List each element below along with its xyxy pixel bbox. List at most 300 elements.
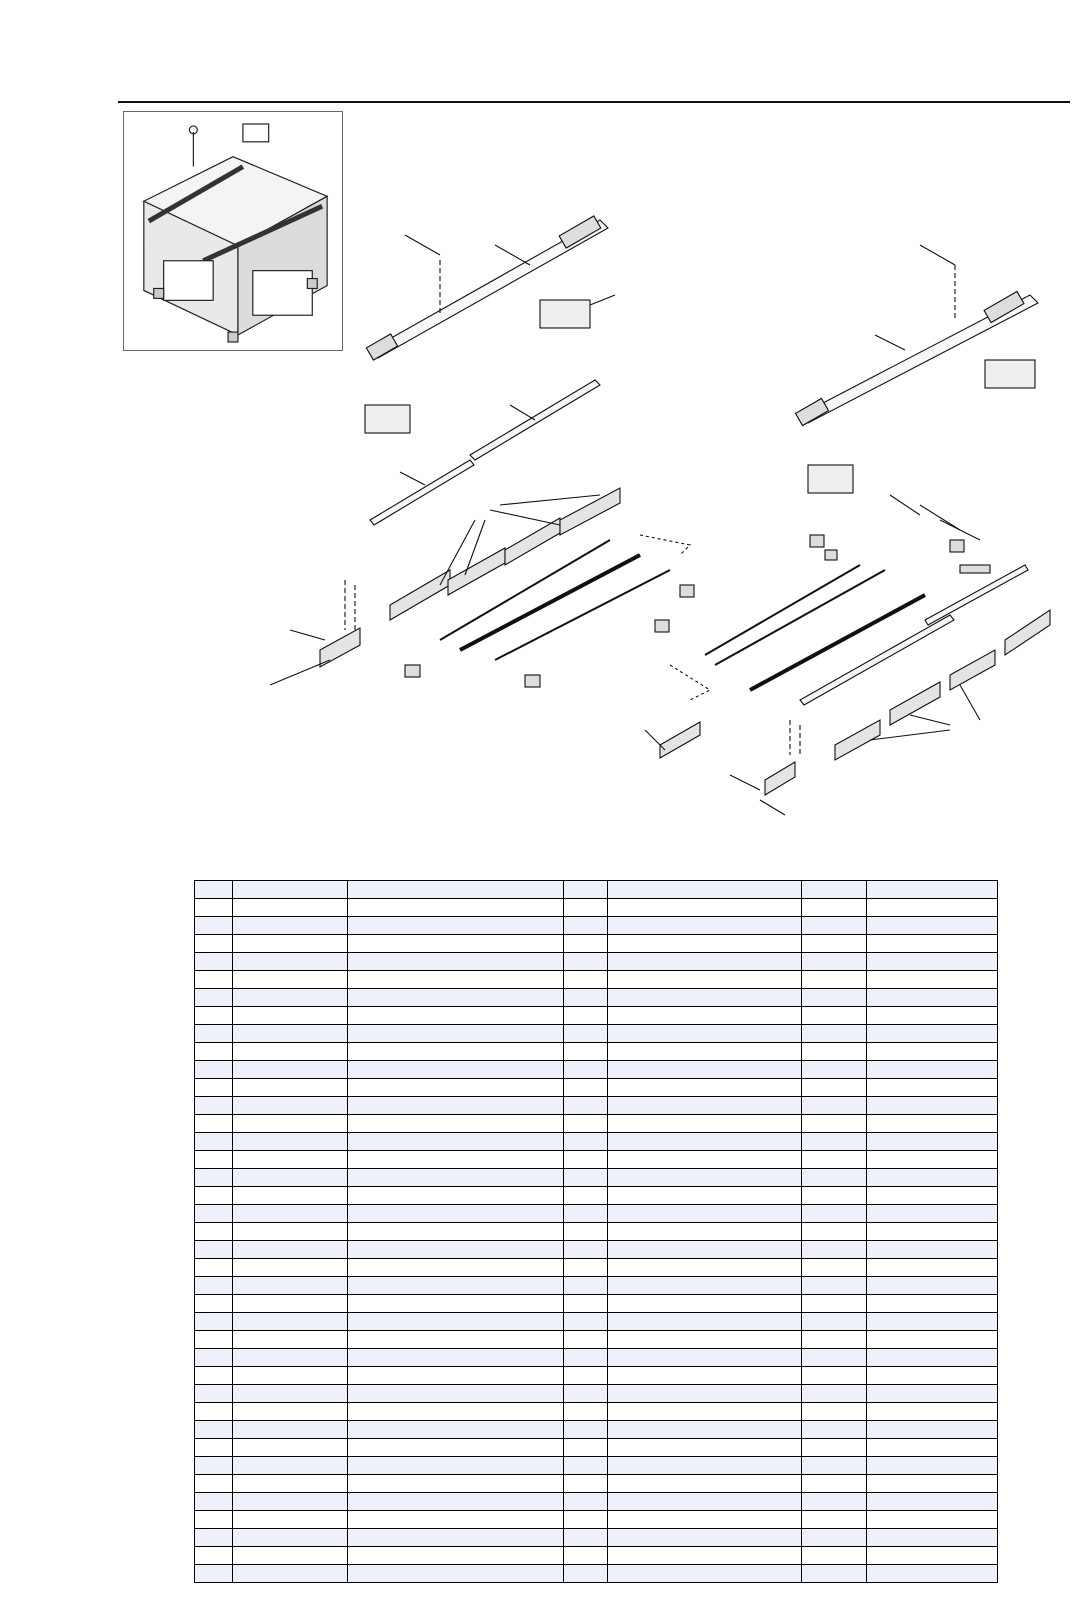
table-cell bbox=[195, 1097, 233, 1115]
table-cell bbox=[866, 1529, 997, 1547]
table-cell bbox=[347, 1079, 563, 1097]
table-cell bbox=[802, 1097, 867, 1115]
table-cell bbox=[563, 1187, 607, 1205]
table-cell bbox=[347, 1205, 563, 1223]
table-cell bbox=[195, 1295, 233, 1313]
table-cell bbox=[195, 1061, 233, 1079]
table-cell bbox=[802, 881, 867, 899]
table-row bbox=[195, 1439, 998, 1457]
table-cell bbox=[802, 1313, 867, 1331]
table-cell bbox=[866, 953, 997, 971]
table-cell bbox=[563, 1241, 607, 1259]
table-cell bbox=[232, 899, 347, 917]
table-cell bbox=[347, 1547, 563, 1565]
table-row bbox=[195, 971, 998, 989]
table-row bbox=[195, 1331, 998, 1349]
table-cell bbox=[195, 989, 233, 1007]
table-cell bbox=[195, 1529, 233, 1547]
table-cell bbox=[563, 1421, 607, 1439]
table-cell bbox=[195, 1547, 233, 1565]
table-cell bbox=[607, 1205, 802, 1223]
table-row bbox=[195, 1259, 998, 1277]
table-row bbox=[195, 1241, 998, 1259]
table-cell bbox=[232, 1151, 347, 1169]
table-cell bbox=[195, 1385, 233, 1403]
table-cell bbox=[802, 971, 867, 989]
table-cell bbox=[195, 1259, 233, 1277]
table-cell bbox=[802, 1133, 867, 1151]
table-cell bbox=[232, 1511, 347, 1529]
table-cell bbox=[195, 1043, 233, 1061]
table-row bbox=[195, 1097, 998, 1115]
table-cell bbox=[195, 1475, 233, 1493]
table-cell bbox=[347, 1475, 563, 1493]
table-cell bbox=[563, 1565, 607, 1583]
table-cell bbox=[802, 1403, 867, 1421]
table-cell bbox=[347, 1511, 563, 1529]
table-cell bbox=[563, 1367, 607, 1385]
table-cell bbox=[866, 1493, 997, 1511]
table-cell bbox=[866, 1385, 997, 1403]
table-cell bbox=[232, 1331, 347, 1349]
table-cell bbox=[866, 1295, 997, 1313]
table-cell bbox=[802, 1241, 867, 1259]
table-cell bbox=[347, 953, 563, 971]
table-cell bbox=[232, 1043, 347, 1061]
table-cell bbox=[607, 1277, 802, 1295]
table-cell bbox=[232, 1205, 347, 1223]
table-cell bbox=[563, 1133, 607, 1151]
table-cell bbox=[347, 1133, 563, 1151]
table-cell bbox=[347, 1385, 563, 1403]
table-cell bbox=[347, 1097, 563, 1115]
table-cell bbox=[563, 917, 607, 935]
table-cell bbox=[232, 1259, 347, 1277]
table-cell bbox=[866, 1331, 997, 1349]
table-cell bbox=[232, 1547, 347, 1565]
table-row bbox=[195, 1457, 998, 1475]
table-cell bbox=[866, 1025, 997, 1043]
table-cell bbox=[866, 1097, 997, 1115]
table-cell bbox=[232, 1061, 347, 1079]
table-cell bbox=[802, 1493, 867, 1511]
table-cell bbox=[866, 881, 997, 899]
table-cell bbox=[195, 917, 233, 935]
table-row bbox=[195, 1511, 998, 1529]
table-row bbox=[195, 1277, 998, 1295]
table-cell bbox=[195, 1457, 233, 1475]
table-cell bbox=[232, 917, 347, 935]
table-cell bbox=[802, 1277, 867, 1295]
table-cell bbox=[607, 1439, 802, 1457]
table-cell bbox=[563, 1115, 607, 1133]
table-cell bbox=[195, 1151, 233, 1169]
table-row bbox=[195, 1223, 998, 1241]
table-cell bbox=[347, 1313, 563, 1331]
table-cell bbox=[802, 1529, 867, 1547]
table-cell bbox=[347, 1277, 563, 1295]
table-cell bbox=[347, 1331, 563, 1349]
table-cell bbox=[232, 1403, 347, 1421]
table-cell bbox=[607, 1385, 802, 1403]
table-cell bbox=[563, 1151, 607, 1169]
table-cell bbox=[866, 1043, 997, 1061]
table-cell bbox=[347, 1007, 563, 1025]
table-cell bbox=[607, 1295, 802, 1313]
table-cell bbox=[607, 1223, 802, 1241]
table-cell bbox=[347, 881, 563, 899]
table-row bbox=[195, 1169, 998, 1187]
table-cell bbox=[563, 989, 607, 1007]
table-cell bbox=[563, 1439, 607, 1457]
table-cell bbox=[866, 1511, 997, 1529]
table-cell bbox=[802, 1007, 867, 1025]
table-cell bbox=[563, 1403, 607, 1421]
table-cell bbox=[347, 1565, 563, 1583]
table-cell bbox=[607, 935, 802, 953]
table-cell bbox=[563, 899, 607, 917]
table-cell bbox=[232, 935, 347, 953]
table-cell bbox=[866, 989, 997, 1007]
table-cell bbox=[866, 899, 997, 917]
table-cell bbox=[347, 1259, 563, 1277]
table-cell bbox=[195, 1511, 233, 1529]
table-cell bbox=[802, 1223, 867, 1241]
header-rule bbox=[118, 101, 1070, 103]
table-cell bbox=[195, 1421, 233, 1439]
table-cell bbox=[802, 1205, 867, 1223]
table-cell bbox=[607, 1169, 802, 1187]
table-cell bbox=[232, 1385, 347, 1403]
table-row bbox=[195, 917, 998, 935]
table-cell bbox=[802, 1439, 867, 1457]
table-row bbox=[195, 1547, 998, 1565]
table-cell bbox=[607, 899, 802, 917]
table-row bbox=[195, 953, 998, 971]
table-cell bbox=[563, 1007, 607, 1025]
table-cell bbox=[802, 1169, 867, 1187]
table-cell bbox=[195, 1133, 233, 1151]
table-cell bbox=[563, 1313, 607, 1331]
table-cell bbox=[195, 881, 233, 899]
table-cell bbox=[802, 899, 867, 917]
table-cell bbox=[232, 1025, 347, 1043]
table-cell bbox=[563, 1223, 607, 1241]
table-cell bbox=[195, 953, 233, 971]
table-cell bbox=[347, 1493, 563, 1511]
table-cell bbox=[802, 1331, 867, 1349]
table-cell bbox=[607, 989, 802, 1007]
table-cell bbox=[607, 1331, 802, 1349]
table-cell bbox=[607, 1529, 802, 1547]
table-cell bbox=[347, 1025, 563, 1043]
table-cell bbox=[802, 1295, 867, 1313]
table-cell bbox=[866, 1133, 997, 1151]
table-cell bbox=[607, 1043, 802, 1061]
table-cell bbox=[607, 1313, 802, 1331]
table-row bbox=[195, 1367, 998, 1385]
table-cell bbox=[195, 1169, 233, 1187]
table-cell bbox=[347, 917, 563, 935]
table-row bbox=[195, 1493, 998, 1511]
table-row bbox=[195, 1187, 998, 1205]
table-cell bbox=[607, 953, 802, 971]
table-cell bbox=[866, 935, 997, 953]
table-row bbox=[195, 1529, 998, 1547]
table-cell bbox=[195, 1187, 233, 1205]
table-cell bbox=[607, 1349, 802, 1367]
table-cell bbox=[347, 1115, 563, 1133]
table-cell bbox=[607, 1367, 802, 1385]
table-cell bbox=[866, 1277, 997, 1295]
table-cell bbox=[607, 1259, 802, 1277]
table-cell bbox=[866, 1115, 997, 1133]
table-row bbox=[195, 1025, 998, 1043]
table-cell bbox=[195, 1241, 233, 1259]
table-cell bbox=[866, 1547, 997, 1565]
table-cell bbox=[802, 1421, 867, 1439]
table-cell bbox=[232, 1565, 347, 1583]
table-row bbox=[195, 1043, 998, 1061]
table-cell bbox=[866, 1439, 997, 1457]
table-cell bbox=[563, 1025, 607, 1043]
table-cell bbox=[347, 1349, 563, 1367]
table-cell bbox=[802, 1115, 867, 1133]
table-cell bbox=[347, 1457, 563, 1475]
table-cell bbox=[347, 1439, 563, 1457]
table-cell bbox=[607, 1151, 802, 1169]
table-row bbox=[195, 1385, 998, 1403]
table-cell bbox=[232, 1313, 347, 1331]
table-cell bbox=[802, 989, 867, 1007]
table-row bbox=[195, 1079, 998, 1097]
table-cell bbox=[195, 1313, 233, 1331]
table-cell bbox=[866, 1223, 997, 1241]
table-row bbox=[195, 1061, 998, 1079]
table-cell bbox=[866, 1061, 997, 1079]
table-cell bbox=[232, 1241, 347, 1259]
table-cell bbox=[607, 1241, 802, 1259]
table-cell bbox=[232, 1493, 347, 1511]
table-row bbox=[195, 1151, 998, 1169]
table-cell bbox=[802, 1565, 867, 1583]
table-cell bbox=[195, 1493, 233, 1511]
table-cell bbox=[802, 1475, 867, 1493]
table-cell bbox=[347, 1223, 563, 1241]
table-row bbox=[195, 935, 998, 953]
table-cell bbox=[347, 989, 563, 1007]
table-cell bbox=[802, 1457, 867, 1475]
table-cell bbox=[866, 1151, 997, 1169]
table-cell bbox=[563, 1529, 607, 1547]
table-cell bbox=[232, 1475, 347, 1493]
table-cell bbox=[232, 1133, 347, 1151]
table-cell bbox=[563, 881, 607, 899]
table-cell bbox=[232, 1529, 347, 1547]
table-cell bbox=[866, 1187, 997, 1205]
table-cell bbox=[802, 1349, 867, 1367]
table-cell bbox=[607, 1457, 802, 1475]
table-cell bbox=[802, 953, 867, 971]
table-cell bbox=[195, 1223, 233, 1241]
table-cell bbox=[802, 1079, 867, 1097]
exploded-view-illustration bbox=[260, 210, 1092, 840]
table-cell bbox=[607, 1511, 802, 1529]
table-cell bbox=[195, 1367, 233, 1385]
table-cell bbox=[802, 1043, 867, 1061]
table-cell bbox=[607, 1475, 802, 1493]
table-cell bbox=[802, 1061, 867, 1079]
table-cell bbox=[563, 1295, 607, 1313]
table-row bbox=[195, 989, 998, 1007]
table-row bbox=[195, 1133, 998, 1151]
table-cell bbox=[563, 953, 607, 971]
table-row bbox=[195, 1403, 998, 1421]
table-cell bbox=[347, 1241, 563, 1259]
table-row bbox=[195, 1349, 998, 1367]
table-cell bbox=[607, 1115, 802, 1133]
table-cell bbox=[563, 1259, 607, 1277]
table-cell bbox=[802, 935, 867, 953]
table-cell bbox=[347, 1151, 563, 1169]
table-cell bbox=[607, 1421, 802, 1439]
table-cell bbox=[563, 1511, 607, 1529]
table-cell bbox=[802, 1025, 867, 1043]
table-cell bbox=[563, 1385, 607, 1403]
table-cell bbox=[195, 1331, 233, 1349]
table-cell bbox=[232, 1295, 347, 1313]
table-cell bbox=[866, 1367, 997, 1385]
table-cell bbox=[195, 1115, 233, 1133]
table-cell bbox=[347, 1529, 563, 1547]
table-cell bbox=[563, 1079, 607, 1097]
table-cell bbox=[195, 1403, 233, 1421]
table-cell bbox=[195, 1025, 233, 1043]
table-cell bbox=[607, 1025, 802, 1043]
table-cell bbox=[232, 1349, 347, 1367]
table-cell bbox=[866, 1457, 997, 1475]
table-cell bbox=[866, 1313, 997, 1331]
table-cell bbox=[607, 1007, 802, 1025]
table-cell bbox=[347, 1421, 563, 1439]
table-row bbox=[195, 1565, 998, 1583]
table-cell bbox=[563, 1169, 607, 1187]
table-cell bbox=[347, 1367, 563, 1385]
table-cell bbox=[607, 881, 802, 899]
table-cell bbox=[607, 1493, 802, 1511]
parts-list-table bbox=[194, 880, 998, 1583]
table-cell bbox=[232, 1439, 347, 1457]
table-cell bbox=[802, 917, 867, 935]
table-cell bbox=[232, 989, 347, 1007]
table-cell bbox=[232, 1115, 347, 1133]
table-cell bbox=[607, 1187, 802, 1205]
table-cell bbox=[607, 1547, 802, 1565]
table-cell bbox=[563, 1493, 607, 1511]
table-cell bbox=[563, 1331, 607, 1349]
table-cell bbox=[866, 1259, 997, 1277]
table-cell bbox=[232, 1097, 347, 1115]
table-cell bbox=[866, 1475, 997, 1493]
table-row bbox=[195, 1475, 998, 1493]
table-cell bbox=[232, 1007, 347, 1025]
table-cell bbox=[195, 1205, 233, 1223]
table-cell bbox=[232, 1367, 347, 1385]
table-cell bbox=[347, 935, 563, 953]
table-cell bbox=[866, 971, 997, 989]
table-cell bbox=[347, 1295, 563, 1313]
table-cell bbox=[232, 1277, 347, 1295]
table-cell bbox=[866, 1205, 997, 1223]
table-cell bbox=[195, 1565, 233, 1583]
table-cell bbox=[607, 1133, 802, 1151]
table-cell bbox=[607, 1079, 802, 1097]
table-cell bbox=[563, 1205, 607, 1223]
table-cell bbox=[607, 1061, 802, 1079]
table-row bbox=[195, 1295, 998, 1313]
table-row bbox=[195, 881, 998, 899]
table-cell bbox=[802, 1385, 867, 1403]
table-cell bbox=[563, 1061, 607, 1079]
table-row bbox=[195, 1115, 998, 1133]
table-cell bbox=[607, 1403, 802, 1421]
table-cell bbox=[563, 935, 607, 953]
table-cell bbox=[607, 1565, 802, 1583]
table-cell bbox=[802, 1367, 867, 1385]
table-cell bbox=[866, 1349, 997, 1367]
parts-table-body bbox=[195, 881, 998, 1583]
table-cell bbox=[563, 1043, 607, 1061]
table-cell bbox=[866, 1241, 997, 1259]
table-cell bbox=[607, 971, 802, 989]
exploded-parts-diagram bbox=[260, 210, 1092, 840]
table-row bbox=[195, 1007, 998, 1025]
table-cell bbox=[866, 1421, 997, 1439]
table-cell bbox=[347, 899, 563, 917]
table-cell bbox=[232, 881, 347, 899]
table-cell bbox=[232, 1187, 347, 1205]
table-cell bbox=[563, 1349, 607, 1367]
table-cell bbox=[195, 1277, 233, 1295]
table-cell bbox=[232, 1421, 347, 1439]
table-cell bbox=[802, 1511, 867, 1529]
table-cell bbox=[232, 971, 347, 989]
table-cell bbox=[195, 1007, 233, 1025]
table-cell bbox=[347, 1169, 563, 1187]
table-cell bbox=[347, 1061, 563, 1079]
table-cell bbox=[866, 1079, 997, 1097]
table-cell bbox=[563, 1457, 607, 1475]
table-cell bbox=[195, 899, 233, 917]
table-cell bbox=[866, 917, 997, 935]
table-cell bbox=[232, 1457, 347, 1475]
table-cell bbox=[347, 971, 563, 989]
table-cell bbox=[563, 1097, 607, 1115]
table-cell bbox=[866, 1007, 997, 1025]
table-cell bbox=[563, 1475, 607, 1493]
table-cell bbox=[195, 1439, 233, 1457]
table-cell bbox=[563, 1277, 607, 1295]
table-cell bbox=[195, 1079, 233, 1097]
table-cell bbox=[563, 971, 607, 989]
table-row bbox=[195, 1421, 998, 1439]
table-cell bbox=[607, 1097, 802, 1115]
table-row bbox=[195, 1205, 998, 1223]
table-cell bbox=[347, 1187, 563, 1205]
table-cell bbox=[195, 935, 233, 953]
table-cell bbox=[866, 1403, 997, 1421]
table-cell bbox=[347, 1403, 563, 1421]
